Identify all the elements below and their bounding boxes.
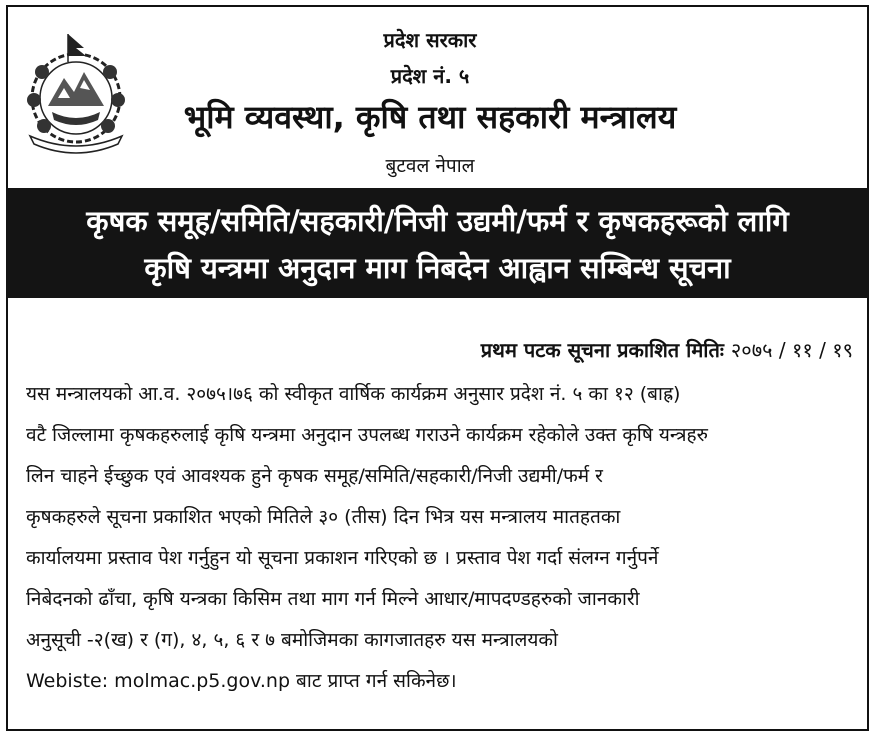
banner-line-2: कृषि यन्त्रमा अनुदान माग निबदेन आह्वान सम्बिन्ध सूचना: [144, 251, 731, 285]
nepal-government-emblem-icon: [18, 32, 134, 156]
ministry-title: भूमि व्यवस्था, कृषि तथा सहकारी मन्त्रालय: [183, 98, 677, 136]
publication-date-label: प्रथम पटक सूचना प्रकाशित मितिः: [480, 338, 724, 362]
ministry-location: बुटवल नेपाल: [385, 155, 475, 177]
publication-date-value: २०७५ / ११ / १९: [730, 338, 853, 362]
notice-body-line: यस मन्त्रालयको आ.व. २०७५।७६ को स्वीकृत वार्षिक कार्यक्रम अनुसार प्रदेश नं. ५ का १२ (बाह्र): [26, 383, 681, 405]
notice-body-line: कृषकहरुले सूचना प्रकाशित भएको मितिले ३० (तीस) दिन भित्र यस मन्त्रालय मातहतका: [26, 506, 621, 528]
header-government-label: प्रदेश सरकार: [383, 28, 477, 52]
notice-body-line: अनुसूची -२(ख) र (ग), ४, ५, ६ र ७ बमोजिमका कागजातहरु यस मन्त्रालयको: [26, 629, 558, 651]
notice-body-line: वटै जिल्लामा कृषकहरुलाई कृषि यन्त्रमा अनुदान उपलब्ध गराउने कार्यक्रम रहेकोले उक्त कृषि यन्त्रहरु: [26, 424, 708, 446]
notice-title-banner: [6, 188, 869, 298]
notice-body-line: लिन चाहने ईच्छुक एवं आवश्यक हुने कृषक समूह/समिति/सहकारी/निजी उद्यमी/फर्म र: [26, 465, 603, 487]
notice-body-line: कार्यालयमा प्रस्ताव पेश गर्नुहुन यो सूचना प्रकाशन गरिएको छ । प्रस्ताव पेश गर्दा संलग्न गर्नुपर्ने: [26, 547, 659, 569]
banner-line-1: कृषक समूह/समिति/सहकारी/निजी उद्यमी/फर्म र कृषकहरूको लागि: [86, 204, 789, 238]
publication-date: [481, 336, 853, 363]
notice-body-line: निबेदनको ढाँचा, कृषि यन्त्रका किसिम तथा माग गर्न मिल्ने आधार/मापदण्डहरुको जानकारी: [26, 588, 640, 610]
header-province-label: प्रदेश नं. ५: [390, 64, 470, 88]
notice-website-line: Webiste: molmac.p5.gov.np बाट प्राप्त गर्न सकिनेछ।: [26, 670, 457, 692]
